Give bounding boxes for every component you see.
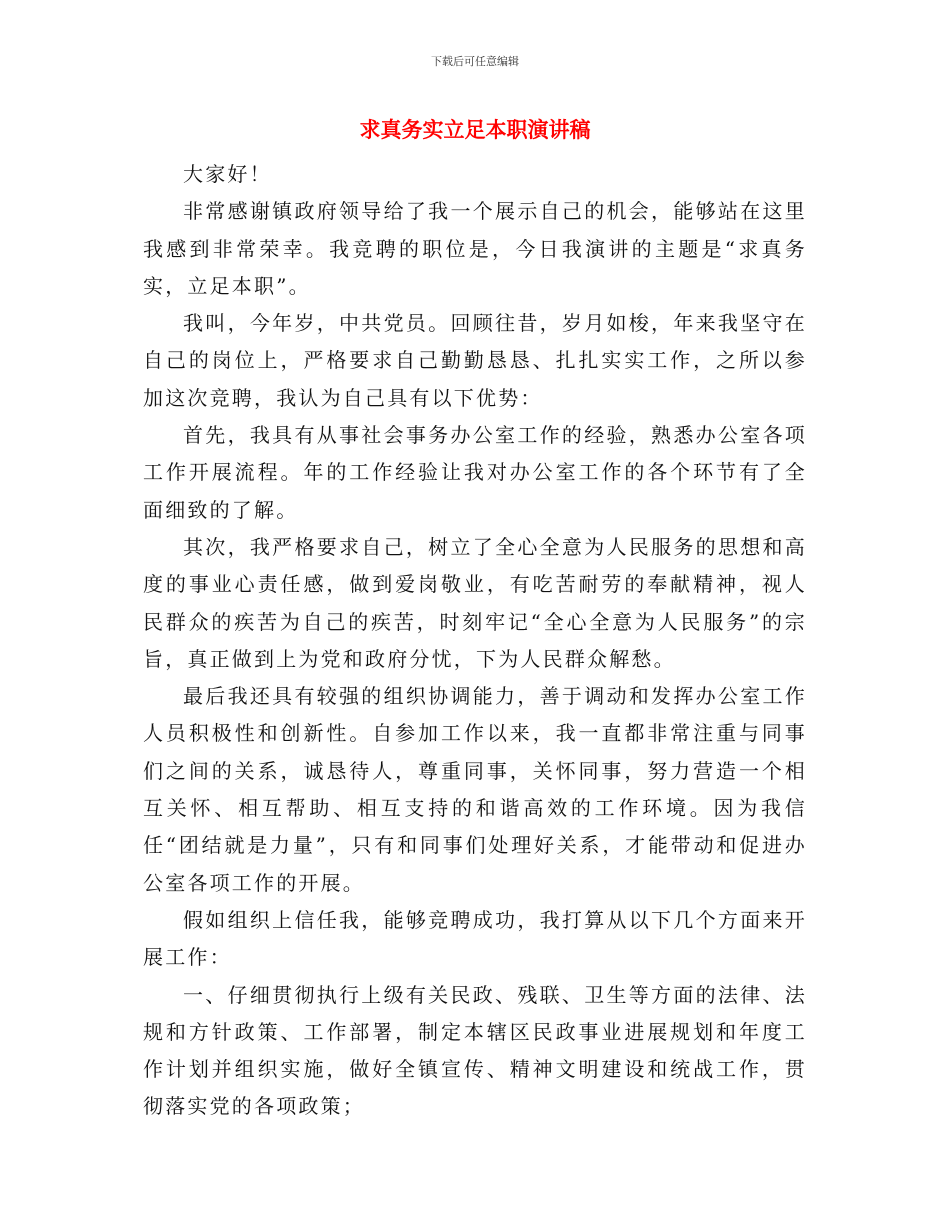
document-body (143, 156, 807, 1126)
document-title: 求真务实立足本职演讲稿 (359, 118, 591, 142)
paragraph-introduction: 我叫，今年岁，中共党员。回顾往昔，岁月如梭，年来我坚守在自己的岗位上，严格要求自己勤勤恳恳、扎扎实实工作，之所以参加这次竞聘，我认为自己具有以下优势： (143, 311, 807, 410)
paragraph-plan-item-1: 一、仔细贯彻执行上级有关民政、残联、卫生等方面的法律、法规和方针政策、工作部署，制定本辖区民政事业进展规划和年度工作计划并组织实施，做好全镇宣传、精神文明建设和统战工作，贯彻落实党的各项政策； (143, 982, 807, 1119)
paragraph-advantage-first: 首先，我具有从事社会事务办公室工作的经验，熟悉办公室各项工作开展流程。年的工作经验让我对办公室工作的各个环节有了全面细致的了解。 (143, 423, 807, 522)
paragraph-thanks: 非常感谢镇政府领导给了我一个展示自己的机会，能够站在这里我感到非常荣幸。我竞聘的职位是，今日我演讲的主题是“求真务实，立足本职”。 (143, 199, 807, 298)
paragraph-advantage-last: 最后我还具有较强的组织协调能力，善于调动和发挥办公室工作人员积极性和创新性。自参加工作以来，我一直都非常注重与同事们之间的关系，诚恳待人，尊重同事，关怀同事，努力营造一个相互关怀、相互帮助、相互支持的和谐高效的工作环境。因为我信任“团结就是力量”，只有和同事们处理好关系，才能带动和促进办公室各项工作的开展。 (143, 684, 807, 895)
header-note: 下载后可任意编辑 (431, 55, 519, 68)
paragraph-greeting: 大家好！ (183, 162, 272, 186)
paragraph-advantage-second: 其次，我严格要求自己，树立了全心全意为人民服务的思想和高度的事业心责任感，做到爱岗敬业，有吃苦耐劳的奉献精神，视人民群众的疾苦为自己的疾苦，时刻牢记“全心全意为人民服务”的宗旨，真正做到上为党和政府分忧，下为人民群众解愁。 (143, 534, 807, 671)
paragraph-plan-intro: 假如组织上信任我，能够竞聘成功，我打算从以下几个方面来开展工作： (143, 907, 807, 970)
